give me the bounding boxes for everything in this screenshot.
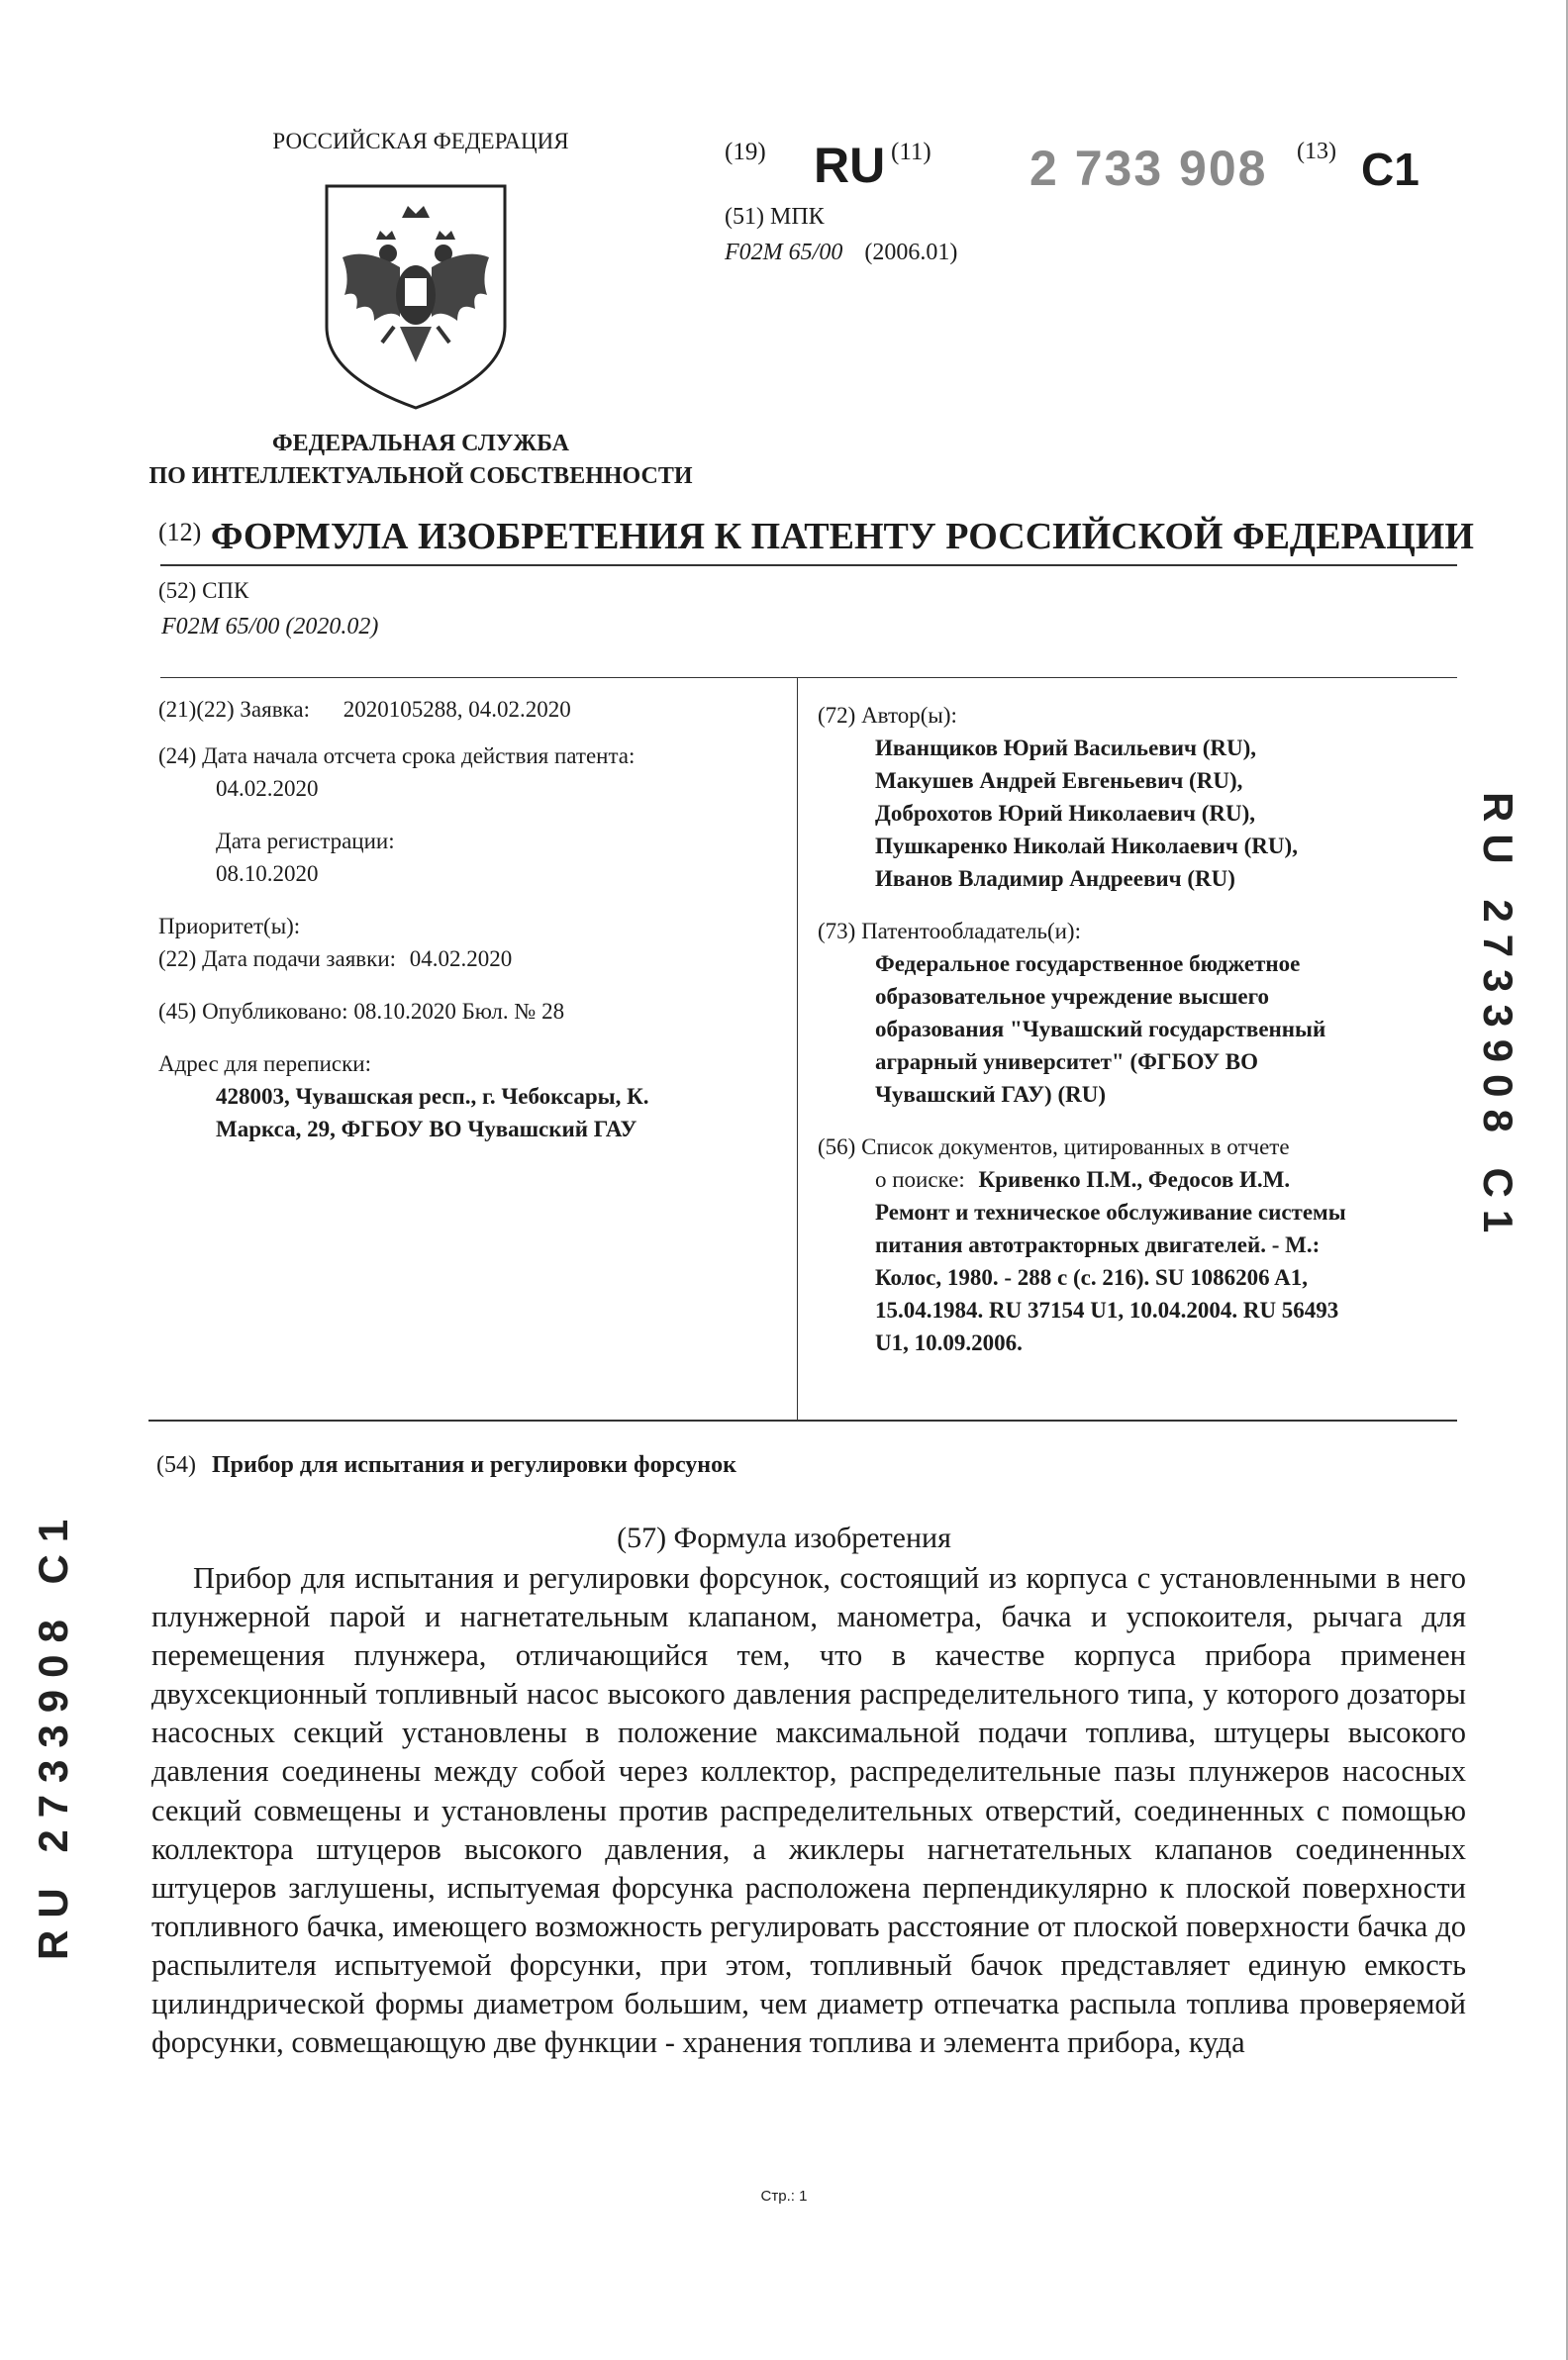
holder-line: Федеральное государственное бюджетное [875, 951, 1301, 976]
published-label: (45) Опубликовано: [158, 999, 348, 1024]
page-number: Стр.: 1 [760, 2188, 808, 2205]
country-name: РОССИЙСКАЯ ФЕДЕРАЦИЯ [272, 129, 569, 153]
author-line: Иванов Владимир Андреевич (RU) [875, 866, 1235, 891]
invention-title-text: Прибор для испытания и регулировки форсунок [211, 1452, 736, 1478]
author-line: Иванщиков Юрий Васильевич (RU), [875, 736, 1256, 760]
side-patent-id-left [30, 1228, 89, 1960]
coat-of-arms-emblem [317, 178, 515, 416]
application-row [158, 693, 792, 726]
application-label: (21)(22) Заявка: [158, 697, 310, 722]
document-title [158, 515, 1474, 558]
claims-heading: (57) Формула изобретения [617, 1522, 951, 1554]
term-label: (24) Дата начала отсчета срока действия патента: [158, 743, 636, 768]
filing-label: (22) Дата подачи заявки: [158, 946, 397, 971]
citation-line: 15.04.1984. RU 37154 U1, 10.04.2004. RU 56493 [875, 1298, 1339, 1323]
invention-title [156, 1452, 736, 1479]
ipc-class: F02M 65/00 [725, 240, 843, 265]
ipc-value [725, 240, 957, 266]
side-patent-id-left-text: RU 2733908 C1 [30, 1507, 76, 1960]
citations-prefix: о поиске: [875, 1167, 965, 1192]
side-patent-id-right: RU 2733908 C1 [1475, 792, 1521, 1245]
inid-code-12: (12) [158, 518, 202, 546]
citations-first-row [818, 1163, 1421, 1196]
term-value: 04.02.2020 [216, 776, 319, 801]
kind-code: C1 [1361, 144, 1420, 195]
title-divider [160, 564, 1457, 566]
agency-line-1: ФЕДЕРАЛЬНАЯ СЛУЖБА [272, 431, 569, 456]
address-label: Адрес для переписки: [158, 1051, 371, 1076]
holder-line: образовательное учреждение высшего [875, 984, 1269, 1009]
bibliography-right [818, 699, 1421, 1359]
filing-value: 04.02.2020 [409, 946, 513, 971]
cpc-label: (52) СПК [158, 578, 249, 603]
agency-name [109, 428, 733, 493]
column-divider [797, 677, 798, 1420]
ipc-label: (51) МПК [725, 204, 825, 230]
patent-number: 2 733 908 [1029, 141, 1268, 196]
published-row [158, 995, 792, 1028]
citations-label: (56) Список документов, цитированных в отчете [818, 1134, 1290, 1159]
author-line: Макушев Андрей Евгеньевич (RU), [875, 768, 1243, 793]
registration-value: 08.10.2020 [216, 861, 319, 886]
citation-line: Кривенко П.М., Федосов И.М. [978, 1167, 1291, 1192]
inid-code-11: (11) [891, 139, 931, 165]
holder-line: аграрный университет" (ФГБОУ ВО [875, 1049, 1259, 1074]
citation-line: Колос, 1980. - 288 с (с. 216). SU 1086206 A1, [875, 1265, 1308, 1290]
bibliography-left [158, 693, 792, 1145]
bibliography-top-divider [160, 677, 1457, 678]
document-title-text: ФОРМУЛА ИЗОБРЕТЕНИЯ К ПАТЕНТУ РОССИЙСКОЙ ФЕДЕРАЦИИ [210, 516, 1474, 557]
bibliography-bottom-divider [148, 1420, 1457, 1422]
holder-label: (73) Патентообладатель(и): [818, 919, 1081, 943]
citation-line: Ремонт и техническое обслуживание системы [875, 1200, 1346, 1225]
filing-row [158, 942, 792, 975]
ipc-version: (2006.01) [864, 240, 958, 265]
holder-line: образования "Чувашский государственный [875, 1017, 1326, 1041]
address-line-2: Маркса, 29, ФГБОУ ВО Чувашский ГАУ [216, 1117, 637, 1141]
cpc-value: F02M 65/00 (2020.02) [161, 614, 379, 639]
priority-label: Приоритет(ы): [158, 914, 301, 938]
authors-label: (72) Автор(ы): [818, 703, 957, 728]
address-line-1: 428003, Чувашская респ., г. Чебоксары, К. [216, 1084, 649, 1109]
country-code: RU [814, 138, 886, 193]
author-line: Пушкаренко Николай Николаевич (RU), [875, 834, 1298, 858]
citation-line: U1, 10.09.2006. [875, 1330, 1023, 1355]
citation-line: питания автотракторных двигателей. - М.: [875, 1232, 1321, 1257]
agency-line-2: ПО ИНТЕЛЛЕКТУАЛЬНОЙ СОБСТВЕННОСТИ [148, 463, 693, 489]
author-line: Доброхотов Юрий Николаевич (RU), [875, 801, 1255, 826]
registration-label: Дата регистрации: [216, 829, 395, 853]
inid-code-19: (19) [725, 139, 766, 165]
holder-line: Чувашский ГАУ) (RU) [875, 1082, 1106, 1107]
published-value: 08.10.2020 Бюл. № 28 [353, 999, 565, 1024]
inid-code-54: (54) [156, 1452, 196, 1478]
claims-text: Прибор для испытания и регулировки форсунок, состоящий из корпуса с установленными в него плунжерной парой и нагнетательным клапаном, манометра, бачка и успокоителя, рычага для перемещения плунжера, отличающийся тем, что в качестве корпуса прибора применен двухсекционный топливный насос высокого давления распределительного типа, у которого дозаторы насосных секций установлены в положение максимальной подачи топлива, штуцеры высокого давления соединены между собой через коллектор, распределительные пазы плунжеров насосных секций совмещены и установлены против распределительных отверстий, соединенных с помощью коллектора штуцеров высокого давления, а жиклеры нагнетательных клапанов соединенных штуцеров заглушены, испытуемая форсунка расположена перпендикулярно к плоской поверхности топливного бачка, имеющего возможность регулировать расстояние от плоской поверхности бачка до распылителя испытуемой форсунки, при этом, топливный бачок представляет единую емкость цилиндрической формы диаметром большим, чем диаметр отпечатка распыла топлива проверяемой форсунки, совмещающую две функции - хранения топлива и элемента прибора, куда [151, 1561, 1466, 2060]
application-value: 2020105288, 04.02.2020 [343, 697, 571, 722]
inid-code-13: (13) [1297, 139, 1336, 164]
